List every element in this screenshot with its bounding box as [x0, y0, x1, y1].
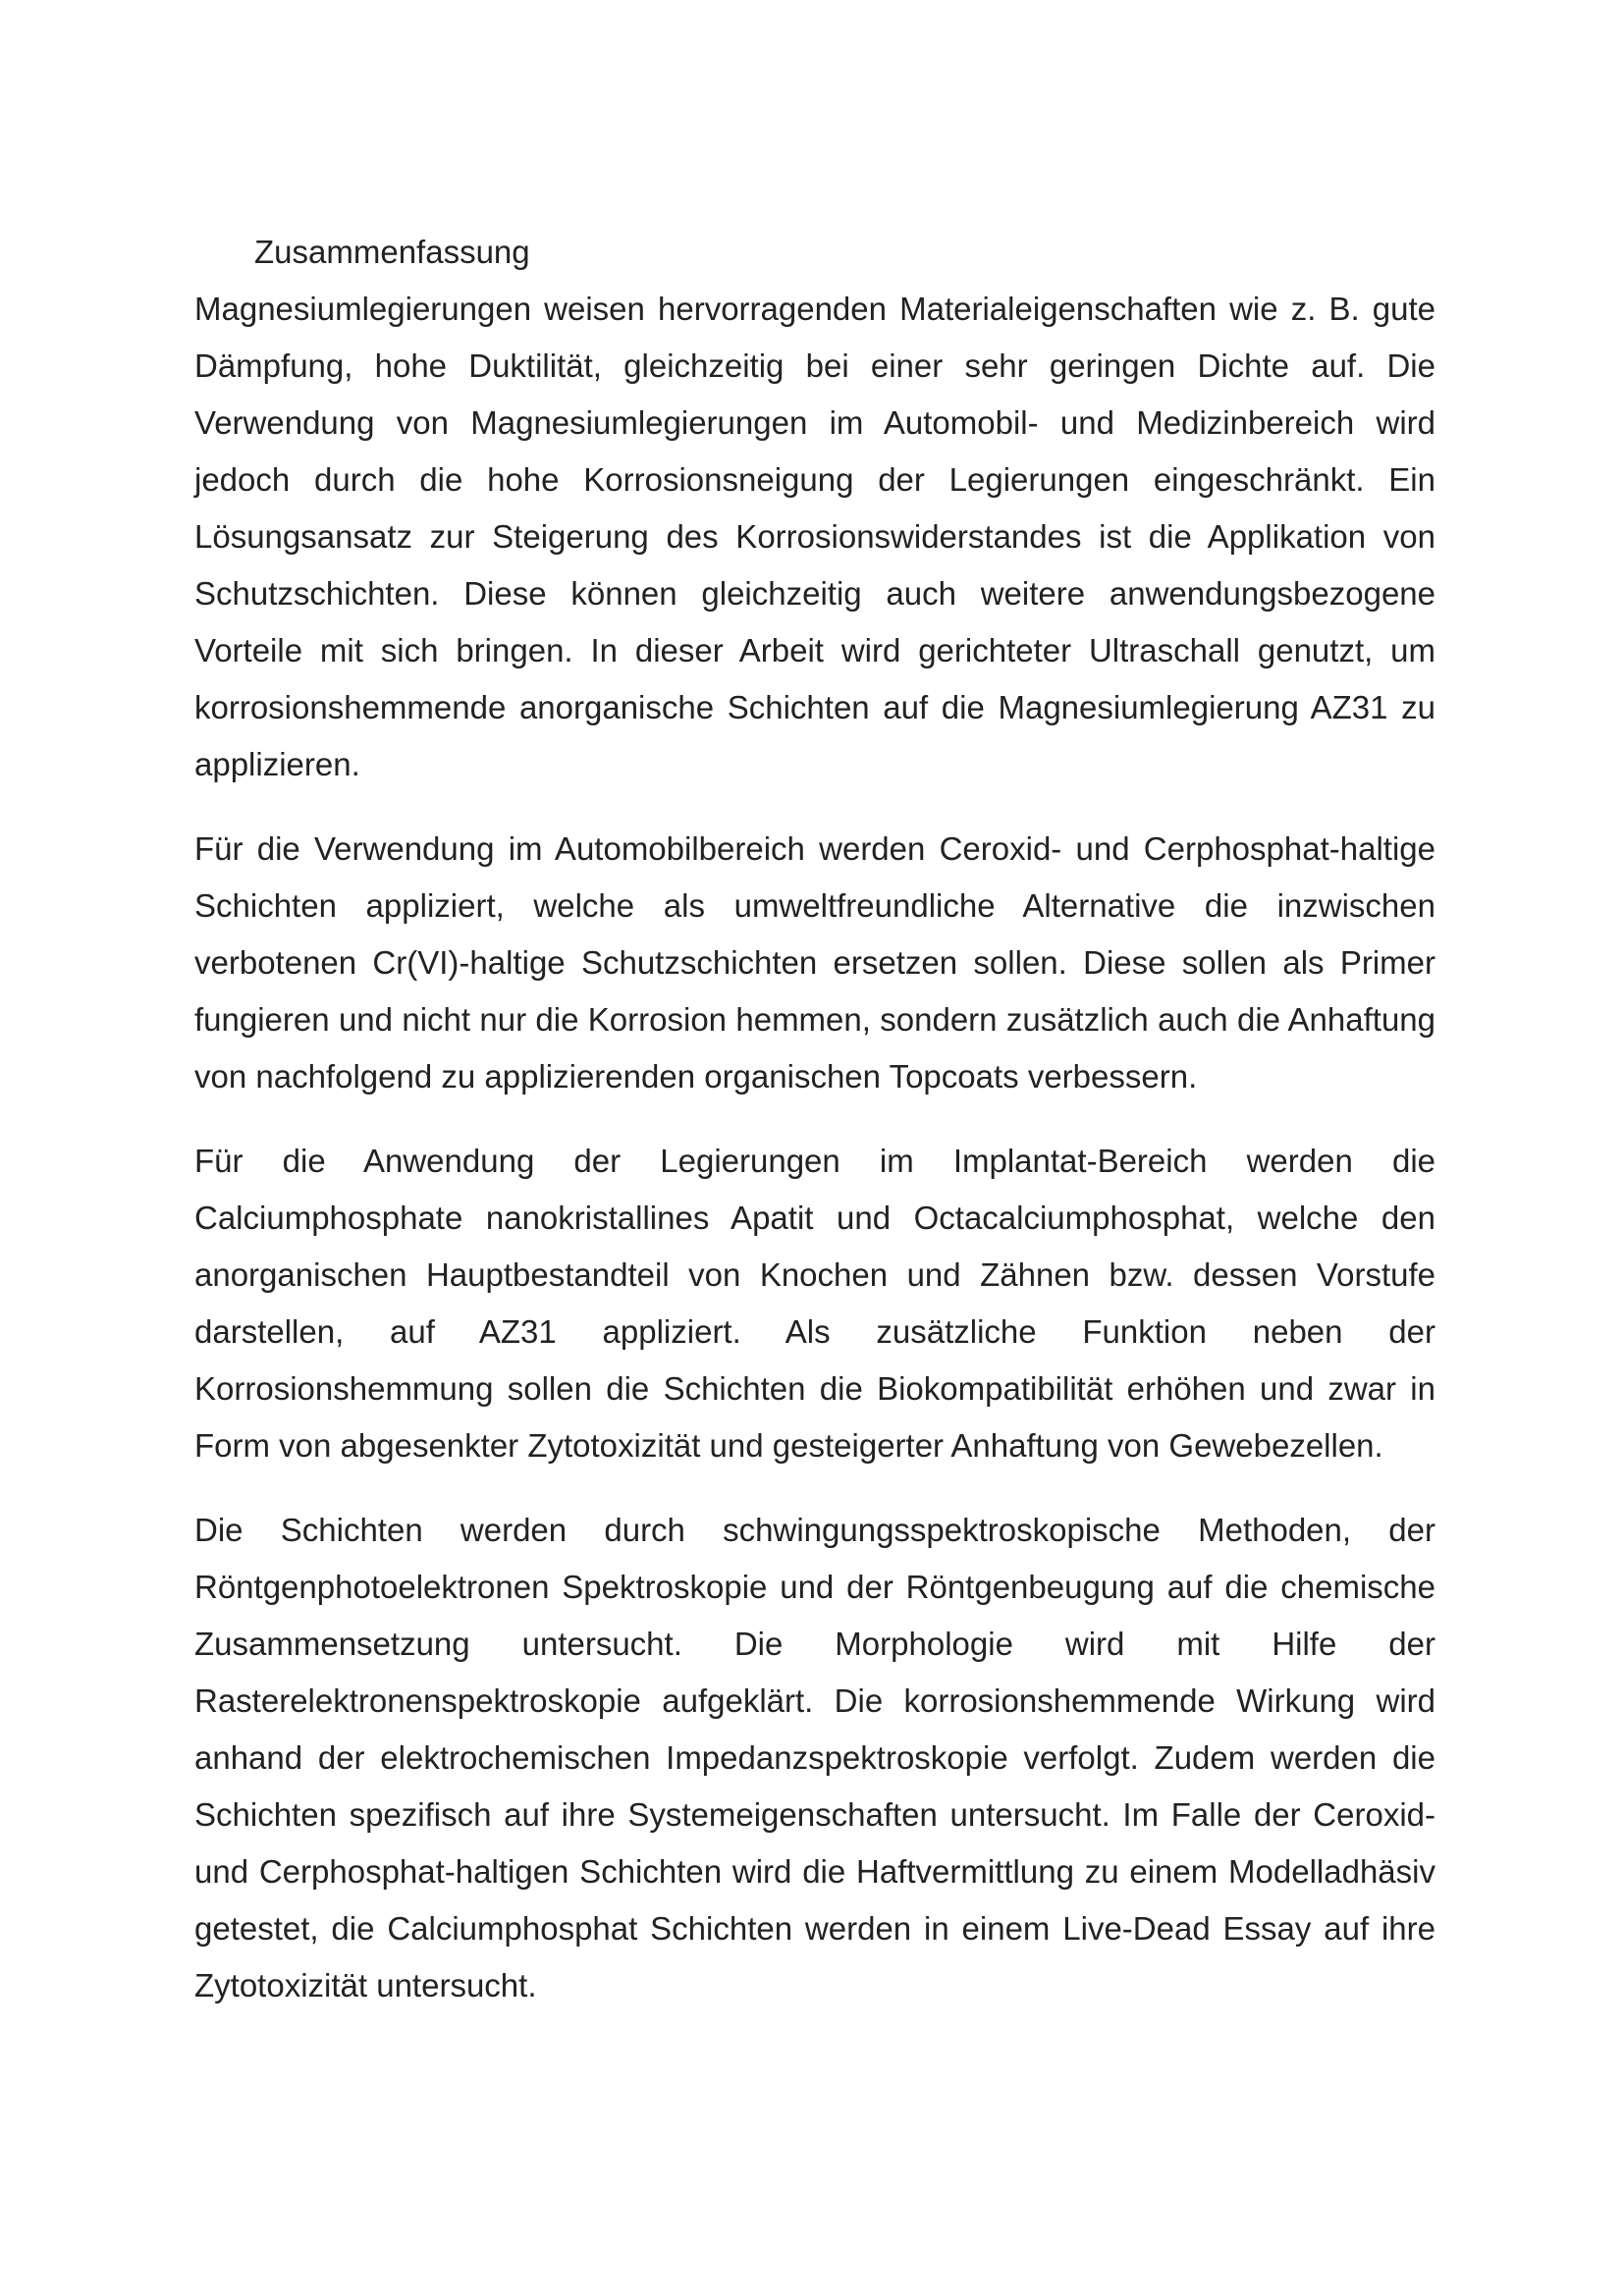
paragraph-automotive: Für die Verwendung im Automobilbereich werden Ceroxid- und Cerphosphat-haltige Schichten appliziert, welche als umweltfreundliche Alternative die inzwischen verbotenen Cr(VI)-haltige Schutzschichten ersetzen sollen. Diese sollen als Primer fungieren und nicht nur die Korrosion hemmen, sondern zusätzlich auch die Anhaftung von nachfolgend zu applizierenden organischen Topcoats verbessern.	[194, 830, 1435, 1095]
section-heading: Zusammenfassung	[254, 234, 530, 270]
document-body	[194, 224, 1435, 2042]
paragraph-methods: Die Schichten werden durch schwingungsspektroskopische Methoden, der Röntgenphotoelektronen Spektroskopie und der Röntgenbeugung auf die chemische Zusammensetzung untersucht. Die Morphologie wird mit Hilfe der Rasterelektronenspektroskopie aufgeklärt. Die korrosionshemmende Wirkung wird anhand der elektrochemischen Impedanzspektroskopie verfolgt. Zudem werden die Schichten spezifisch auf ihre Systemeigenschaften untersucht. Im Falle der Ceroxid- und Cerphosphat-haltigen Schichten wird die Haftvermittlung zu einem Modelladhäsiv getestet, die Calciumphosphat Schichten werden in einem Live-Dead Essay auf ihre Zytotoxizität untersucht.	[194, 1512, 1435, 2003]
paragraph-intro: Magnesiumlegierungen weisen hervorragenden Materialeigenschaften wie z. B. gute Dämpfung, hohe Duktilität, gleichzeitig bei einer sehr geringen Dichte auf. Die Verwendung von Magnesiumlegierungen im Automobil- und Medizinbereich wird jedoch durch die hohe Korrosionsneigung der Legierungen eingeschränkt. Ein Lösungsansatz zur Steigerung des Korrosionswiderstandes ist die Applikation von Schutzschichten. Diese können gleichzeitig auch weitere anwendungsbezogene Vorteile mit sich bringen. In dieser Arbeit wird gerichteter Ultraschall genutzt, um korrosionshemmende anorganische Schichten auf die Magnesiumlegierung AZ31 zu applizieren.	[194, 291, 1435, 782]
paragraph-implant: Für die Anwendung der Legierungen im Implantat-Bereich werden die Calciumphosphate nanokristallines Apatit und Octacalciumphosphat, welche den anorganischen Hauptbestandteil von Knochen und Zähnen bzw. dessen Vorstufe darstellen, auf AZ31 appliziert. Als zusätzliche Funktion neben der Korrosionshemmung sollen die Schichten die Biokompatibilität erhöhen und zwar in Form von abgesenkter Zytotoxizität und gesteigerter Anhaftung von Gewebezellen.	[194, 1143, 1435, 1464]
